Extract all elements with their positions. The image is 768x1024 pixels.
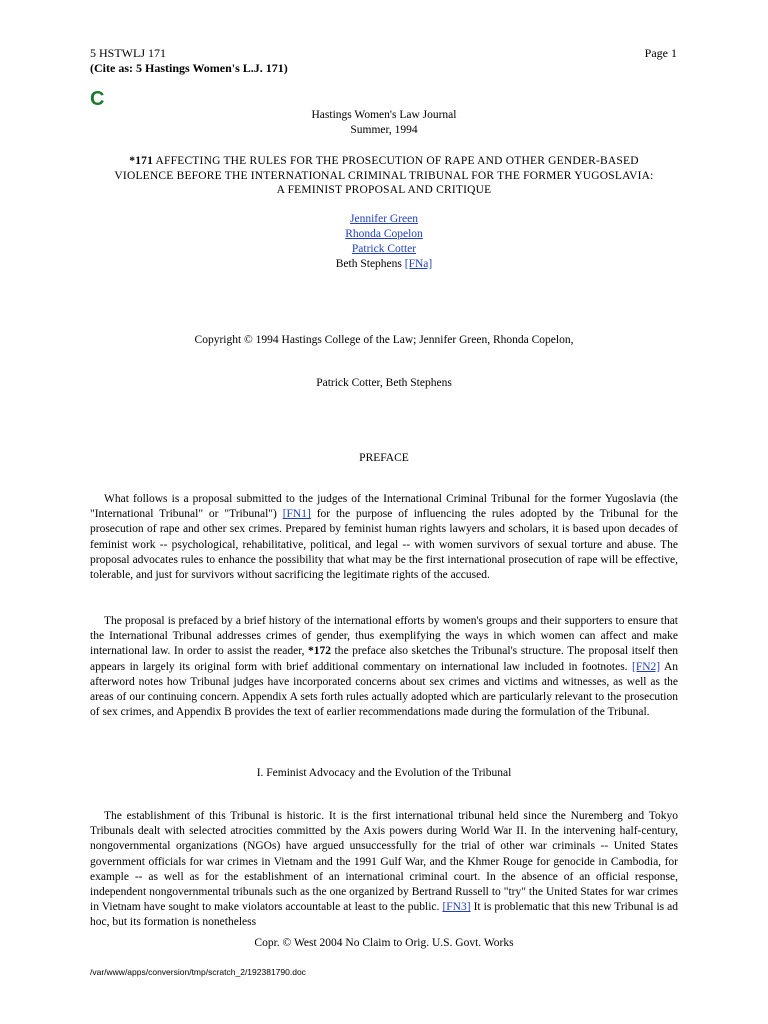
citation: 5 HSTWLJ 171 bbox=[90, 46, 166, 60]
title-line-3: A FEMINIST PROPOSAL AND CRITIQUE bbox=[276, 184, 492, 196]
footnote-link-fn3[interactable]: [FN3] bbox=[442, 901, 471, 914]
title-line-2: VIOLENCE BEFORE THE INTERNATIONAL CRIMINAL TRIBUNAL FOR THE FORMER YUGOSLAVIA: bbox=[114, 169, 654, 182]
journal-date: Summer, 1994 bbox=[350, 123, 418, 136]
p3-text-b: It is problematic that this new Tribunal is ad hoc, but its formation is nonetheless bbox=[90, 901, 678, 929]
cite-as: (Cite as: 5 Hastings Women's L.J. 171) bbox=[90, 61, 288, 75]
copyright-line-1: Copyright © 1994 Hastings College of the Law; Jennifer Green, Rhonda Copelon, bbox=[194, 334, 574, 346]
p2-text-c: An afterword notes how Tribunal judges have incorporated concerns about sex crimes and victims and witnesses, as well as the areas of our continuing concern. Appendix A sets forth rules actually adopted which are particularly relevant to the prosecution of sex crimes, and Appendix B provides the text of earlier recommendations made during the formulation of the Tribunal. bbox=[90, 660, 678, 719]
star-page-172: *172 bbox=[308, 645, 332, 658]
article-title bbox=[90, 154, 678, 198]
page-number: Page 1 bbox=[644, 46, 677, 60]
copyright-line-2: Patrick Cotter, Beth Stephens bbox=[316, 377, 452, 389]
section-1-heading: I. Feminist Advocacy and the Evolution of the Tribunal bbox=[256, 767, 512, 779]
p2-text-b: the preface also sketches the Tribunal's structure. The proposal itself then appears in largely its original form with brief additional commentary on international law included in footnotes. bbox=[90, 645, 678, 673]
keycite-flag[interactable]: C bbox=[90, 88, 105, 110]
footer-copyright: Copr. © West 2004 No Claim to Orig. U.S. Govt. Works bbox=[254, 937, 514, 949]
footnote-link-fna[interactable]: [FNa] bbox=[404, 258, 433, 270]
footer-file-path: /var/www/apps/conversion/tmp/scratch_2/192381790.doc bbox=[90, 967, 306, 977]
star-page-171: *171 bbox=[129, 155, 154, 167]
author-link-copelon[interactable]: Rhonda Copelon bbox=[345, 228, 423, 240]
footnote-link-fn2[interactable]: [FN2] bbox=[632, 660, 661, 673]
author-link-green[interactable]: Jennifer Green bbox=[349, 213, 418, 225]
author-stephens: Beth Stephens bbox=[335, 258, 405, 270]
p1-text-a: What follows is a proposal submitted to the judges of the International Criminal Tribunal for the former Yugoslavia (the "International Tribunal" or "Tribunal") bbox=[90, 493, 678, 521]
journal-info bbox=[90, 108, 678, 137]
p3-text-a: The establishment of this Tribunal is historic. It is the first international tribunal held since the Nuremberg and Tokyo Tribunals dealt with selected atrocities committed by the Axis powers during World War II. In the intervening half-century, nongovernmental organizations (NGOs) have argued unsuccessfully for the trial of other war criminals -- United States government officials for war crimes in Vietnam and the 1991 Gulf War, and the Khmer Rouge for genocide in Cambodia, for example -- as well as for the establishment of an international criminal court. In the absence of an official response, independent nongovernmental tribunals such as the one organized by Bertrand Russell to "try" the United States for war crimes in Vietnam have sought to make violators accountable at least to the public. bbox=[90, 810, 678, 914]
p2-text-a: The proposal is prefaced by a brief history of the international efforts by women's groups and their supporters to ensure that the International Tribunal addresses crimes of gender, thus exemplifying the ways in which women can affect and make international law. In order to assist the reader, bbox=[90, 615, 678, 658]
paragraph-2 bbox=[90, 614, 678, 720]
preface-heading: PREFACE bbox=[359, 452, 409, 464]
author-list bbox=[90, 212, 678, 272]
paragraph-3 bbox=[90, 809, 678, 931]
citation-block bbox=[90, 46, 288, 76]
p1-text-b: for the purpose of influencing the rules adopted by the Tribunal for the prosecution of rape and other sex crimes. Prepared by feminist human rights lawyers and scholars, it is based upon decades of feminist work -- psychological, rehabilitative, political, and legal -- with women survivors of sexual torture and abuse. The proposal advocates rules to enhance the possibility that what may be the first international prosecution of rape will be effective, tolerable, and just for survivors without sacrificing the legitimate rights of the accused. bbox=[90, 508, 679, 582]
footnote-link-fn1[interactable]: [FN1] bbox=[282, 508, 311, 521]
journal-name: Hastings Women's Law Journal bbox=[311, 109, 457, 121]
author-link-cotter[interactable]: Patrick Cotter bbox=[351, 243, 417, 255]
paragraph-1 bbox=[90, 492, 678, 583]
title-line-1: AFFECTING THE RULES FOR THE PROSECUTION OF RAPE AND OTHER GENDER-BASED bbox=[153, 155, 639, 167]
